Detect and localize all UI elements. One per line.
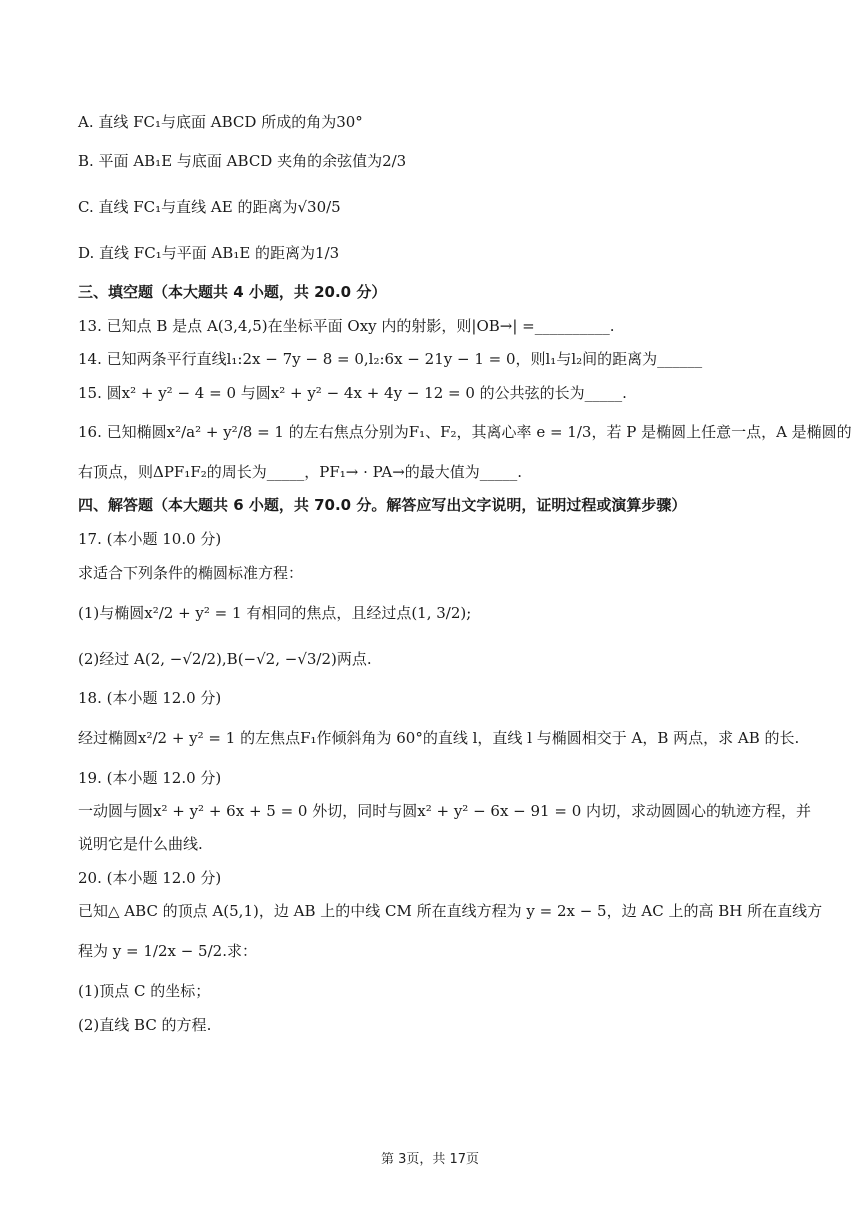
section-answer-heading: 四、解答题（本大题共 6 小题，共 70.0 分。解答应写出文字说明，证明过程或演算步骤）: [78, 496, 687, 514]
question-17-part-1: (1)与椭圆x²/2 + y² = 1 有相同的焦点，且经过点(1, 3/2);: [78, 604, 472, 622]
question-19-line-2: 说明它是什么曲线.: [78, 835, 203, 853]
question-20-header: 20. (本小题 12.0 分): [78, 869, 222, 887]
section-fill-in-heading: 三、填空题（本大题共 4 小题，共 20.0 分）: [78, 283, 387, 301]
question-14: 14. 已知两条平行直线l₁:2x − 7y − 8 = 0,l₂:6x − 21y − 1 = 0，则l₁与l₂间的距离为______: [78, 350, 703, 368]
question-19-line-1: 一动圆与圆x² + y² + 6x + 5 = 0 外切，同时与圆x² + y² − 6x − 91 = 0 内切，求动圆圆心的轨迹方程，并: [78, 802, 812, 820]
page-footer: 第 3页，共 17页: [380, 1152, 480, 1167]
option-b: B. 平面 AB₁E 与底面 ABCD 夹角的余弦值为2/3: [78, 152, 407, 170]
option-d: D. 直线 FC₁与平面 AB₁E 的距离为1/3: [78, 244, 340, 262]
question-20-line-1: 已知△ ABC 的顶点 A(5,1)，边 AB 上的中线 CM 所在直线方程为 y = 2x − 5，边 AC 上的高 BH 所在直线方: [78, 902, 823, 920]
question-13: 13. 已知点 B 是点 A(3,4,5)在坐标平面 Oxy 内的射影，则|OB→| =__________.: [78, 317, 615, 335]
question-15: 15. 圆x² + y² − 4 = 0 与圆x² + y² − 4x + 4y − 12 = 0 的公共弦的长为_____.: [78, 384, 627, 402]
question-17-header: 17. (本小题 10.0 分): [78, 530, 222, 548]
question-16-line-2: 右顶点，则ΔPF₁F₂的周长为_____，PF₁→ · PA→的最大值为_____.: [78, 463, 523, 481]
question-20-line-2: 程为 y = 1/2x − 5/2.求：: [78, 942, 257, 960]
option-c: C. 直线 FC₁与直线 AE 的距离为√30/5: [78, 198, 341, 216]
option-a: A. 直线 FC₁与底面 ABCD 所成的角为30°: [78, 113, 363, 131]
question-20-part-1: (1)顶点 C 的坐标；: [78, 982, 211, 1000]
question-17-prompt: 求适合下列条件的椭圆标准方程：: [78, 564, 304, 582]
question-16-line-1: 16. 已知椭圆x²/a² + y²/8 = 1 的左右焦点分别为F₁、F₂，其离心率 e = 1/3，若 P 是椭圆上任意一点，A 是椭圆的: [78, 423, 852, 441]
question-17-part-2: (2)经过 A(2, −√2/2),B(−√2, −√3/2)两点.: [78, 650, 372, 668]
question-20-part-2: (2)直线 BC 的方程.: [78, 1016, 212, 1034]
question-18-header: 18. (本小题 12.0 分): [78, 689, 222, 707]
question-18-body: 经过椭圆x²/2 + y² = 1 的左焦点F₁作倾斜角为 60°的直线 l，直线 l 与椭圆相交于 A，B 两点，求 AB 的长.: [78, 729, 800, 747]
question-19-header: 19. (本小题 12.0 分): [78, 769, 222, 787]
